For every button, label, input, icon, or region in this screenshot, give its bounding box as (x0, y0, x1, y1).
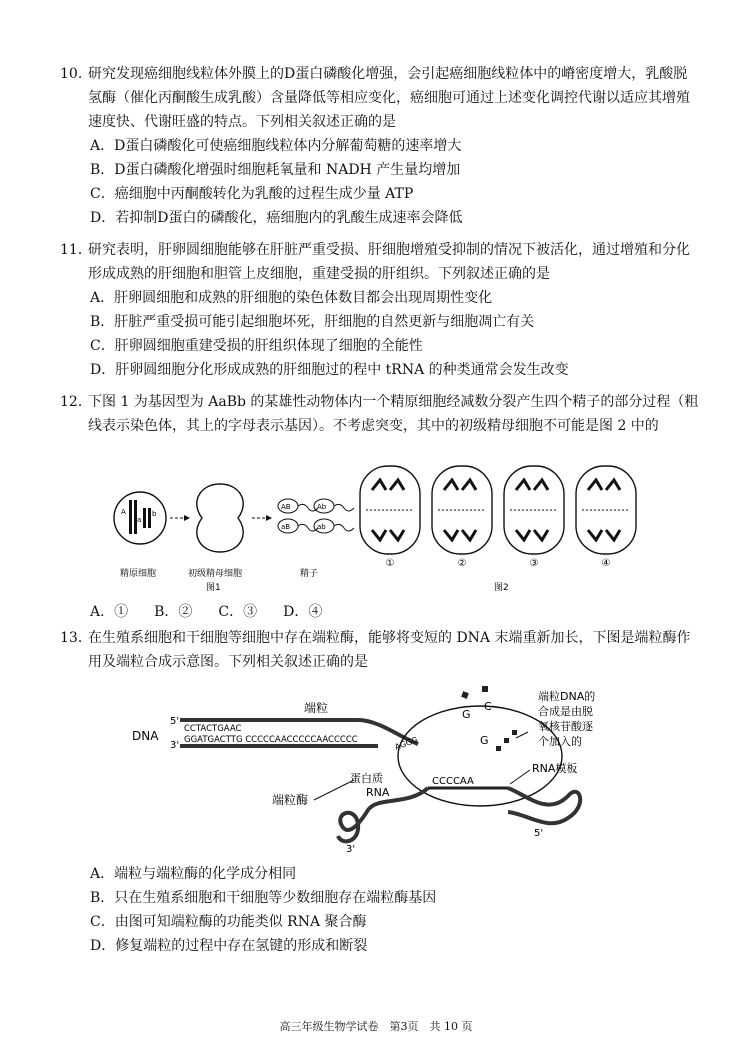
question-number: 11． (60, 242, 92, 258)
figure-meiosis (110, 462, 650, 604)
stem-text: 研究表明，肝卵圆细胞能够在肝脏严重受损、肝细胞增殖受抑制的情况下被活化，通过增殖和分化形成成熟的肝细胞和胆管上皮细胞，重建受损的肝组织。下列叙述正确的是 (88, 242, 690, 282)
cell-mark: ① (385, 558, 395, 569)
label-rna: RNA (366, 786, 390, 799)
label-dna: DNA (132, 729, 159, 743)
page-footer: 高三年级生物学试卷 第3页 共 10 页 (279, 1020, 473, 1033)
option-d: D．④ (283, 604, 323, 620)
question-12 (60, 390, 700, 438)
stem-text: 下图 1 为基因型为 AaBb 的某雄性动物体内一个精原细胞经减数分裂产生四个精子的部分过程（粗线表示染色体，其上的字母表示基因）。不考虑突变，其中的初级精母细胞不可能是图 2 中的 (88, 394, 699, 434)
primary-spermatocyte-cell (197, 484, 243, 552)
question-10 (60, 62, 700, 230)
sperm-gene-label: ab (317, 523, 326, 531)
option-d: D．修复端粒的过程中存在氢键的形成和断裂 (90, 938, 368, 954)
sperm-gene-label: Ab (317, 503, 327, 511)
label-3prime: 3' (170, 740, 180, 751)
option-a: A．肝卵圆细胞和成熟的肝细胞的染色体数目都会出现周期性变化 (90, 290, 493, 306)
svg-text:A: A (121, 508, 126, 516)
option-a: A．① (90, 604, 129, 620)
option-c: C．肝卵圆细胞重建受损的肝组织体现了细胞的全能性 (90, 338, 423, 354)
cell-mark: ④ (601, 558, 611, 569)
label-rna-template: RNA模板 (532, 762, 578, 775)
label-telomerase: 端粒酶 (272, 793, 309, 807)
cell-option-1 (360, 466, 420, 569)
label-telomere: 端粒 (304, 701, 329, 715)
question-11 (60, 238, 700, 382)
svg-text:a: a (137, 516, 142, 524)
question-13 (60, 626, 700, 674)
cell-option-4 (576, 466, 636, 569)
option-a: A．端粒与端粒酶的化学成分相同 (90, 866, 297, 882)
label-protein: 蛋白质 (350, 772, 383, 785)
stem-text: 在生殖系细胞和干细胞等细胞中存在端粒酶，能够将变短的 DNA 末端重新加长，下图是端粒酶作用及端粒合成示意图。下列相关叙述正确的是 (88, 630, 691, 670)
sperm-gene-label: aB (281, 523, 291, 531)
nucleotide-g: G (462, 708, 471, 721)
seq-top: CCTACTGAAC (184, 724, 242, 734)
question-number: 10. (60, 66, 83, 82)
spermatogonium-cell (114, 492, 166, 544)
option-d: D．肝卵圆细胞分化形成成熟的肝细胞过的程中 tRNA 的种类通常会发生改变 (90, 362, 569, 378)
cell-mark: ② (457, 558, 467, 569)
label-spermatogonium: 精原细胞 (120, 569, 157, 579)
label-primary-spermatocyte: 初级精母细胞 (188, 569, 243, 579)
question-13-options (60, 862, 700, 958)
question-11-stem (60, 238, 700, 286)
option-b: B．只在生殖系细胞和干细胞等少数细胞存在端粒酶基因 (90, 890, 437, 906)
seq-tail: AGGG (393, 735, 420, 752)
stem-text: 研究发现癌细胞线粒体外膜上的D蛋白磷酸化增强，会引起癌细胞线粒体中的嵴密度增大，乳酸脱氢酶（催化丙酮酸生成乳酸）含量降低等相应变化，癌细胞可通过上述变化调控代谢以适应其增殖速度快、代谢旺盛的特点。下列相关叙述正确的是 (88, 66, 690, 130)
question-12-stem (60, 390, 700, 438)
option-a: A．D蛋白磷酸化可使癌细胞线粒体内分解葡萄糖的速率增大 (90, 138, 462, 154)
option-d: D．若抑制D蛋白的磷酸化，癌细胞内的乳酸生成速率会降低 (90, 210, 463, 226)
option-c: C．③ (218, 604, 258, 620)
nucleotide-c: C (484, 700, 492, 713)
cell-option-3 (504, 466, 564, 569)
label-5prime: 5' (170, 716, 180, 727)
option-c: C．由图可知端粒酶的功能类似 RNA 聚合酶 (90, 914, 367, 930)
label-fig1: 图1 (206, 583, 221, 593)
question-10-stem (60, 62, 700, 134)
option-b: B．肝脏严重受损可能引起细胞坏死，肝细胞的自然更新与细胞凋亡有关 (90, 314, 535, 330)
question-number: 13． (60, 630, 92, 646)
question-number: 12． (60, 394, 92, 410)
question-13-stem (60, 626, 700, 674)
question-12-options (60, 600, 700, 624)
option-c: C．癌细胞中丙酮酸转化为乳酸的过程生成少量 ATP (90, 186, 414, 202)
label-sperm: 精子 (300, 569, 319, 579)
option-b: B．D蛋白磷酸化增强时细胞耗氧量和 NADH 产生量均增加 (90, 162, 461, 178)
label-5prime-rna: 5' (534, 828, 544, 839)
seq-rna-template: CCCCAA (432, 776, 474, 787)
figure-telomerase (128, 686, 648, 854)
label-3prime-rna: 3' (346, 844, 356, 854)
sperm-gene-label: AB (281, 503, 291, 511)
svg-text:b: b (152, 510, 157, 518)
sperm-group (278, 499, 354, 533)
nucleotide-g: G (480, 734, 489, 747)
note-line: 端粒DNA的 合成是由脱 氧核苷酸逐 个加入的 (538, 690, 596, 748)
option-b: B．② (154, 604, 193, 620)
label-fig2: 图2 (494, 583, 509, 593)
seq-bottom: GGATGACTTG CCCCCAACCCCCAACCCCC (184, 735, 358, 745)
cell-option-2 (432, 466, 492, 569)
cell-mark: ③ (529, 558, 539, 569)
